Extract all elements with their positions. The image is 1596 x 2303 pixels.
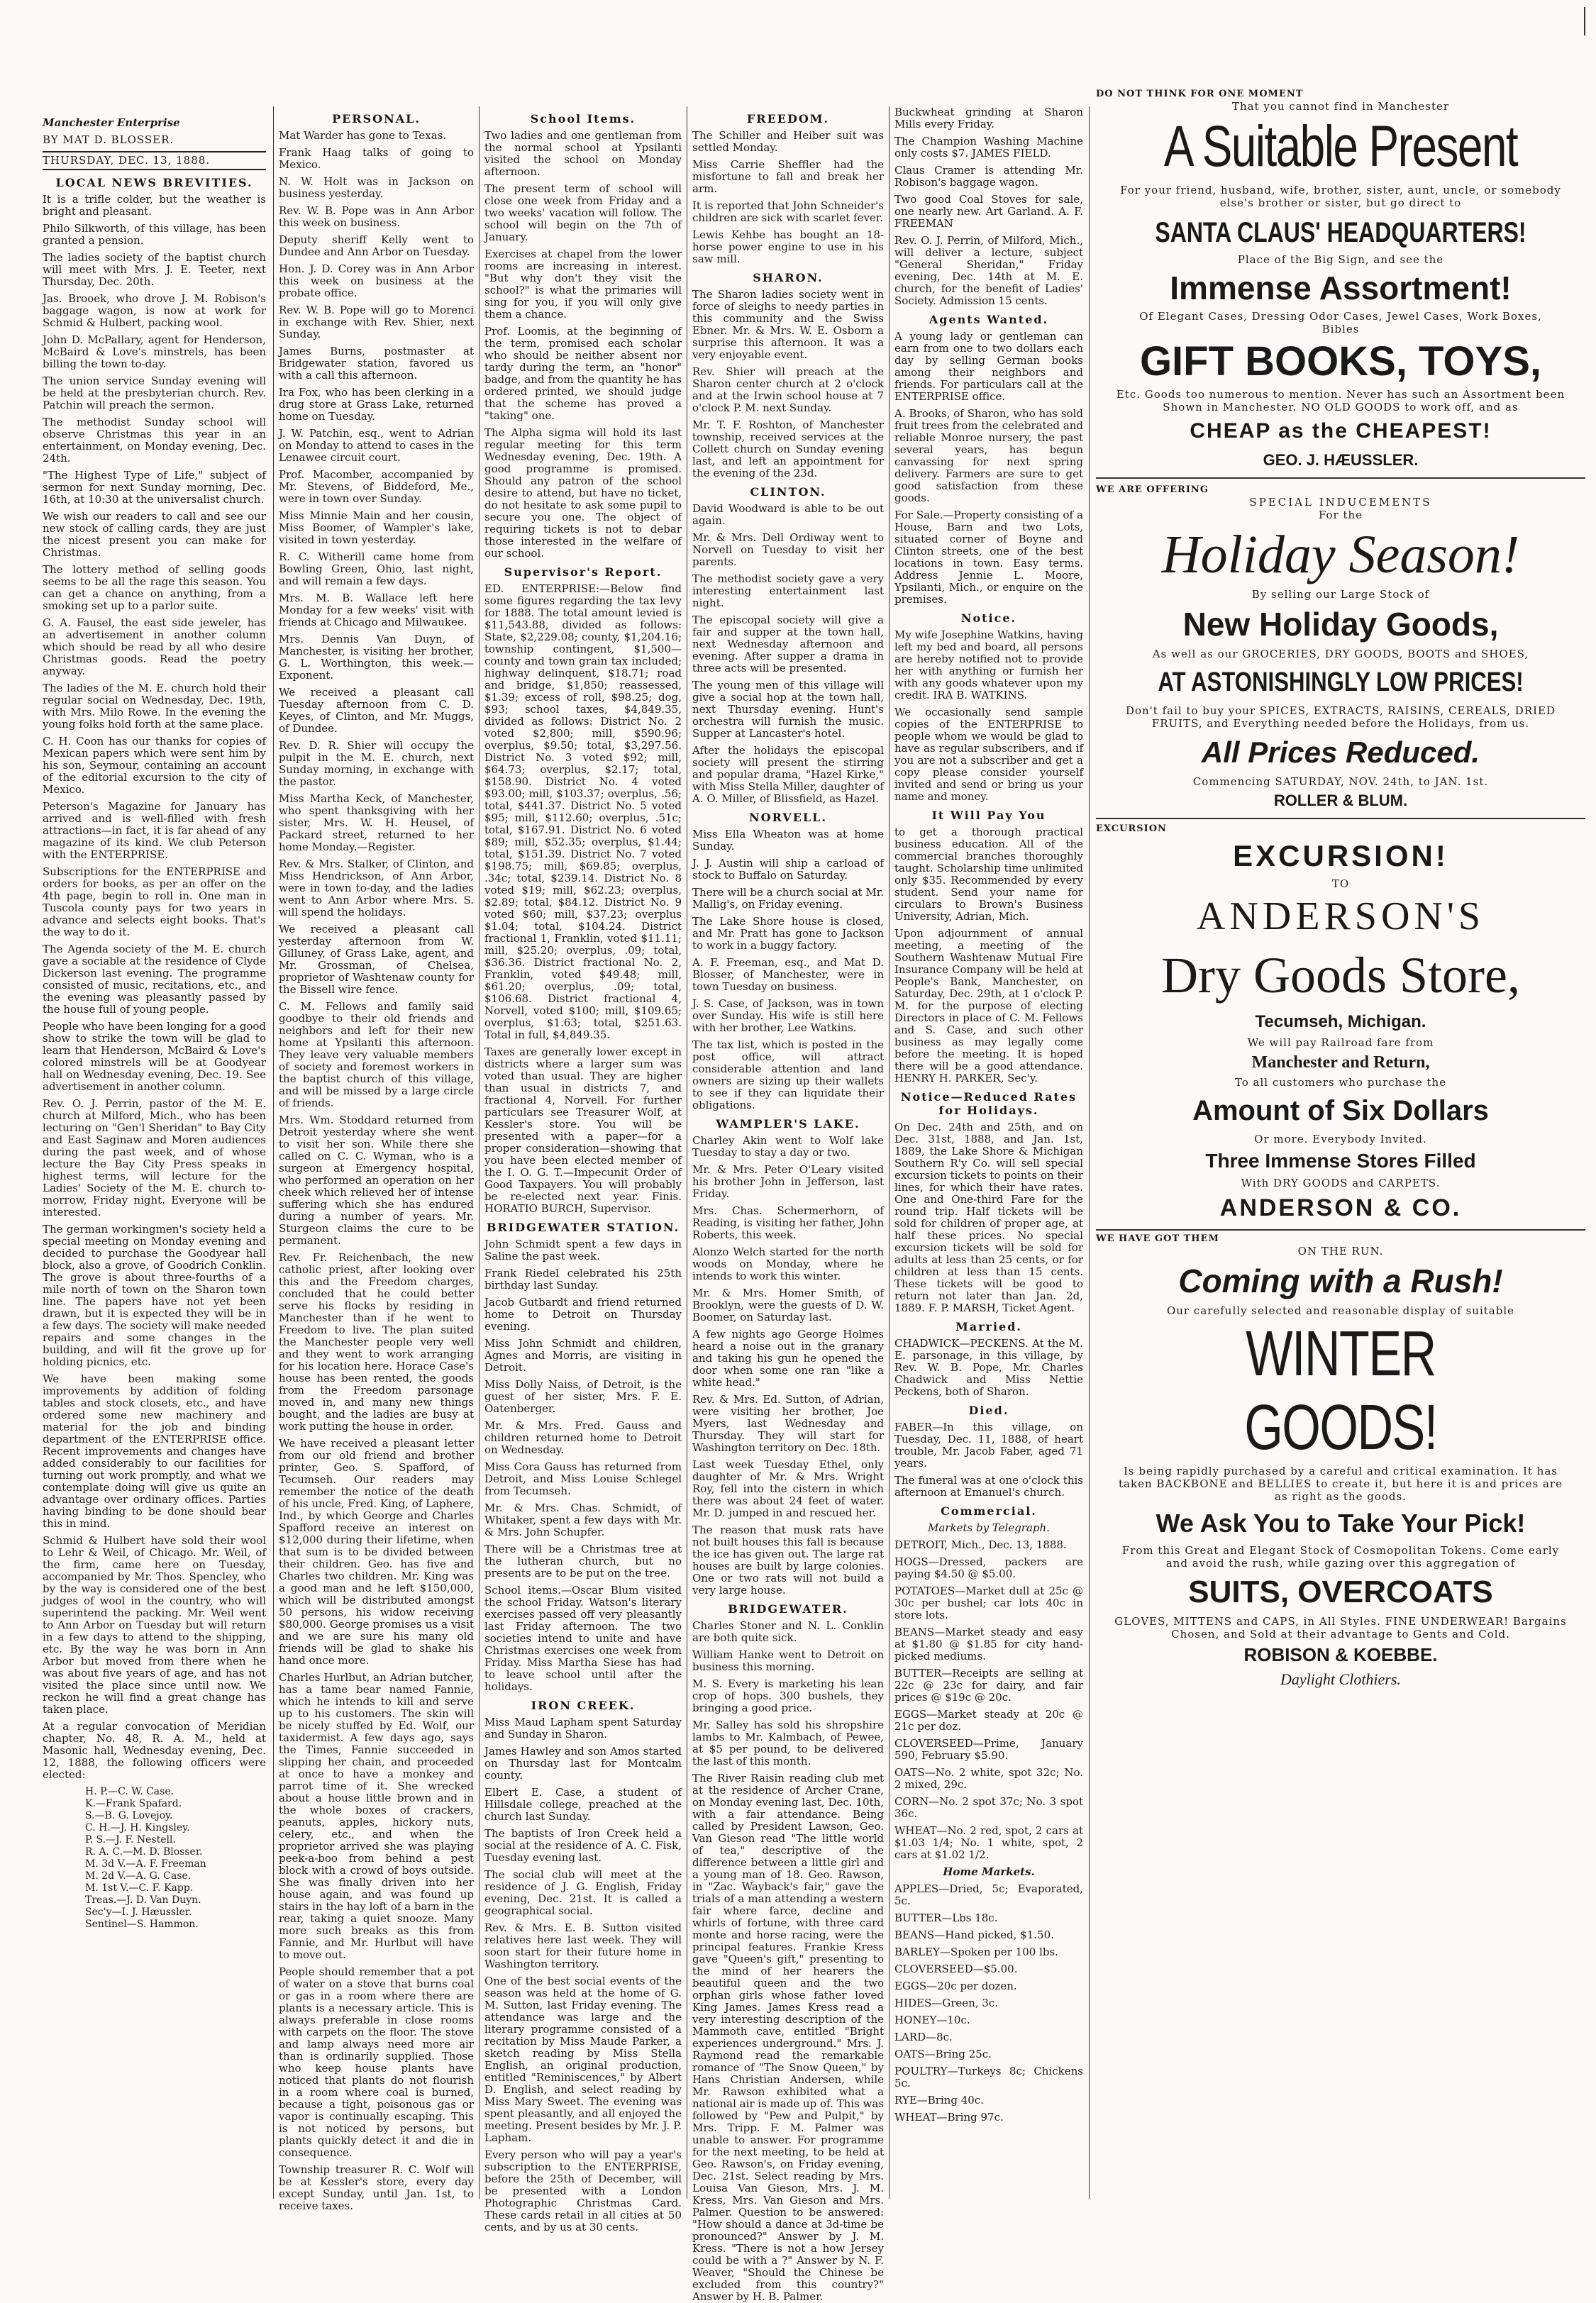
ad-signature: Daylight Clothiers. — [1280, 1670, 1401, 1688]
ad-signature: ROLLER & BLUM. — [1273, 792, 1408, 809]
news-item: The lottery method of selling goods seems to be all the rage this season. You can get a chance on anything, from a smoking set up to a parlor suite. — [43, 563, 266, 612]
news-items — [894, 106, 1083, 307]
news-item: Mr. & Mrs. Homer Smith, of Brooklyn, were the guests of D. W. Boomer, on Saturday last. — [692, 1287, 884, 1323]
news-item: The Schiller and Heiber suit was settled Monday. — [692, 129, 884, 154]
ad-text: We will pay Railroad fare from — [1247, 1036, 1434, 1049]
news-item: Mrs. M. B. Wallace left here Monday for a few weeks' visit with friends at Chicago and Milwaukee. — [279, 592, 474, 628]
ad-headline: EXCURSION! — [1233, 839, 1448, 872]
ad-headline: SANTA CLAUS' HEADQUARTERS! — [1155, 217, 1526, 248]
news-item: Jacob Gutbardt and friend returned home to Detroit on Thursday evening. — [484, 1296, 682, 1333]
news-item: Lewis Kehbe has bought an 18-horse power engine to use in his saw mill. — [692, 228, 884, 265]
news-item: Treas.—J. D. Van Duyn. — [85, 1894, 201, 1906]
news-item: LARD—8c. — [894, 2031, 953, 2043]
news-item: The methodist Sunday school will observe Christmas this year in an entertainment, on Monday evening, Dec. 24th. — [43, 416, 266, 465]
news-item: WHEAT—Bring 97c. — [894, 2111, 1004, 2124]
news-item: Claus Cramer is attending Mr. Robison's baggage wagon. — [894, 164, 1083, 189]
ad-headline: A Suitable Present — [1163, 114, 1518, 179]
ad-headline: New Holiday Goods, — [1182, 606, 1499, 643]
ad-signature: GEO. J. HÆUSSLER. — [1263, 451, 1419, 469]
ad-text: WE ARE OFFERING — [1096, 484, 1209, 495]
ad-signature: ANDERSON & CO. — [1219, 1194, 1462, 1221]
ad-headline: Immense Assortment! — [1170, 270, 1512, 306]
ad-text: Don't fail to buy your SPICES, EXTRACTS, RAISINS, CEREALS, DRIED FRUITS, and Everything needed before the Holidays, from us. — [1125, 704, 1556, 730]
news-item: Two good Coal Stoves for sale, one nearly new. Art Garland. A. F. FREEMAN — [894, 193, 1083, 230]
news-item: Mr. T. F. Roshton, of Manchester township, received services at the Collett church on Sunday evening last, and left an appointment for the evening of the 23d. — [692, 418, 884, 479]
news-item: Charles Hurlbut, an Adrian butcher, has a tame bear named Fannie, which he intends to kill and serve up to his customers. The skin will be nicely stuffed by Ed. Wolf, our taxidermist. A few days ago, says the Times, Fannie succeeded in slipping her chain, and proceeded at once to have a monkey and parrot time of it. She wrecked about a house little brown and in the whole boxes of crackers, peanuts, apples, hickory nuts, celery, etc., and when the proprietor arrived she was playing peek-a-boo from behind a pest block with a crowd of boys outside. She was finally driven into her house again, and was found up stairs in the hay loft of a barn in the rear, taking a quiet snooze. Many more such breaks as this from Fannie, and Mr. Hurlbut will have to move out. — [279, 1671, 474, 1961]
news-item: The methodist society gave a very interesting entertainment last night. — [692, 572, 884, 609]
news-item: OATS—Bring 25c. — [894, 2048, 992, 2060]
news-item: A. F. Freeman, esq., and Mat D. Blosser, of Manchester, were in town Tuesday on business. — [692, 956, 884, 993]
news-item: FABER—In this village, on Tuesday, Dec. 11, 1888, of heart trouble, Mr. Jacob Faber, aged 71 years. — [894, 1421, 1083, 1470]
news-item: Miss Martha Keck, of Manchester, who spent thanksgiving with her sister, Mrs. W. H. Heusel, of Packard street, returned to her home Monday.—Register. — [279, 792, 474, 853]
section-heading: LOCAL NEWS BREVITIES. — [55, 176, 253, 189]
news-item: The Lake Shore house is closed, and Mr. Pratt has gone to Jackson to work in a buggy factory. — [692, 915, 884, 952]
ad-divider — [1096, 477, 1585, 479]
news-item: A. Brooks, of Sharon, who has sold fruit trees from the celebrated and reliable Monroe nursery, the past several years, has begun canvassing for next spring delivery. Farmers are sure to get good satisfaction from these goods. — [894, 407, 1083, 504]
news-item: Mrs. Wm. Stoddard returned from Detroit yesterday where she went to visit her son. While there she called on C. C. Wyman, who is a surgeon at Emergency hospital, who performed an operation on her cheek which relieved her of intense suffering which she has endured during a number of years. Mr. Sturgeon claims the cure to be permanent. — [279, 1114, 474, 1247]
news-item: Rev. & Mrs. E. B. Sutton visited relatives here last week. They will soon start for their future home in Washington territory. — [484, 1921, 682, 1970]
news-items — [692, 289, 884, 479]
news-item: S.—B. G. Lovejoy. — [85, 1810, 173, 1821]
news-item: EGGS—20c per dozen. — [894, 1980, 1017, 1992]
news-item: The union service Sunday evening will be held at the presbyterian church. Rev. Patchin will preach the sermon. — [43, 374, 266, 411]
column-notices — [894, 106, 1083, 2199]
news-item: Frank Riedel celebrated his 25th birthday last Sunday. — [484, 1267, 682, 1292]
news-item: P. S.—J. F. Nestell. — [85, 1834, 176, 1846]
ad-text: GLOVES, MITTENS and CAPS, in All Styles. FINE UNDERWEAR! Bargains Chosen, and Sold at their advantage to Gents and Cold. — [1114, 1615, 1567, 1641]
ad-headline: CHEAP as the CHEAPEST! — [1190, 419, 1492, 443]
ad-text: DO NOT THINK FOR ONE MOMENT — [1096, 89, 1304, 99]
news-items — [894, 1421, 1083, 1499]
news-item: Rev. Shier will preach at the Sharon center church at 2 o'clock and at the Irwin school house at 7 o'clock P. M. next Sunday. — [692, 365, 884, 414]
section-heading: School Items. — [530, 112, 636, 126]
section-heading: Commercial. — [941, 1504, 1037, 1518]
news-item: Sentinel—S. Hammon. — [85, 1919, 199, 1930]
news-item: David Woodward is able to be out again. — [692, 502, 884, 527]
news-item: We have received a pleasant letter from our old friend and brother printer, Geo. S. Spafford, of Tecumseh. Our readers may remember the notice of the death of his uncle, Fred. King, of Laphere, Ind., by which George and Charles Spafford receive an interest on $12,000 during their lifetime, when that sum is to be divided between their children. Geo. has five and Charles two children. Mr. King was a good man and he left $150,000, which will be distributed amongst 50 persons, his widow receiving $80,000. George promises us a visit and we are sure his many old friends will be glad to shake his hand once more. — [279, 1437, 474, 1667]
news-item: R. C. Witherill came home from Bowling Green, Ohio, last night, and will remain a few days. — [279, 550, 474, 587]
column-rule — [1089, 106, 1090, 2199]
news-items — [279, 130, 474, 2212]
news-item: to get a thorough practical business education. All of the commercial branches thoroughly taught. Scholarship time unlimited only $35. Recommended by every student. Send your name for circulars to Brown's Business University, Adrian, Mich. — [894, 826, 1083, 923]
ad-headline: We Ask You to Take Your Pick! — [1156, 1509, 1526, 1538]
ad-text: Tecumseh, Michigan. — [1255, 1012, 1426, 1031]
news-items — [894, 629, 1083, 803]
news-item: The present term of school will close one week from Friday and a two weeks' vacation will follow. The school will begin on the 7th of January. — [484, 182, 682, 243]
news-item: People should remember that a pot of water on a stove that burns coal or gas in a room where there are plants is a necessary article. This is always preferable in close rooms with carpets on the floor. The stove and lamp always need more air than is ordinarily supplied. Those who keep house plants have noticed that plants do not flourish in a room where coal is burned, because a tight, poisonous gas or vapor is continually escaping. This is not noticed by persons, but plants quickly detect it and die in consequence. — [279, 1965, 474, 2159]
column-local-news — [43, 117, 266, 2202]
news-item: Buckwheat grinding at Sharon Mills every Friday. — [894, 106, 1083, 131]
news-item: "The Highest Type of Life," subject of sermon for next Sunday morning, Dec. 16th, at 10:30 at the universalist church. — [43, 469, 266, 506]
news-item: Mat Warder has gone to Texas. — [279, 129, 447, 142]
news-item: M. S. Every is marketing his lean crop of hops. 300 bushels, they bringing a good price. — [692, 1677, 884, 1714]
news-item: Mr. & Mrs. Dell Ordiway went to Norvell on Tuesday to visit her parents. — [692, 531, 884, 568]
news-item: James Hawley and son Amos started on Thursday last for Montcalm county. — [484, 1745, 682, 1782]
news-items — [484, 1716, 682, 2233]
news-item: C. H. Coon has our thanks for copies of Mexican papers which were sent him by his son, Seymour, containing an account of the editorial excursion to the city of Mexico. — [43, 735, 266, 796]
news-item: The River Raisin reading club met at the residence of Archer Crane, on Monday evening last, Dec. 10th, with a fair attendance. Being called by President Lawson, Geo. Van Gieson read "The little world of tea," descriptive of the difference between a little girl and a young man of 18. Geo. Rawson, in "Zac. Wayback's fair," gave the trials of a man attending a western fair where farce, decline and whirls of fortune, with three card monte and horse racing, were the principal features. Frankie Kress gave "Queen's gift," presenting to the mind of her hearers the beautiful queen and the two orphan girls whose father loved King James. James Kress read a very interesting description of the Mammoth cave, entitled "Bright experiences underground." Mrs. J. Raymond read the remarkable romance of "The Snow Queen," by Hans Christian Andersen, while Mr. Rawson exhibited what a national air is made up of. This was followed by "Pew and Pulpit," by Mrs. Tripp. F. M. Palmer was unable to answer. For programme for the next meeting, to be held at Geo. Rawson's, on Friday evening, Dec. 21st. Select reading by Mrs. Louisa Van Gieson, Mrs. J. M. Kress, Mrs. Van Gieson and Mrs. Palmer. Question to be answered: "How should a dance at 3d-time be pronounced?" Answer by J. M. Kress. "There is not a how Jersey could be with a ?" Answer by N. F. Weaver, "Should the Chinese be excluded from this country?" Answer by H. B. Palmer. — [692, 1772, 885, 2303]
news-item: Sec'y—I. J. Hæussler. — [85, 1907, 192, 1918]
news-item: The Agenda society of the M. E. church gave a sociable at the residence of Clyde Dickerson last evening. The programme consisted of music, recitations, etc., and the evening was pleasantly passed by the house full of young people. — [43, 943, 266, 1016]
section-heading: PERSONAL. — [332, 112, 421, 126]
news-item: CLOVERSEED—Prime, January 590, February $5.90. — [894, 1737, 1083, 1762]
ad-headline: SUITS, OVERCOATS — [1188, 1575, 1493, 1609]
page-corner-mark — [1527, 7, 1585, 35]
news-item: HOGS—Dressed, packers are paying $4.50 @ $5.00. — [894, 1555, 1083, 1580]
section-heading: Agents Wanted. — [929, 313, 1049, 326]
news-item: Miss Maud Lapham spent Saturday and Sunday in Sharon. — [484, 1716, 682, 1741]
subheading: Markets by Telegraph. — [928, 1521, 1050, 1534]
news-item: William Hanke went to Detroit on business this morning. — [692, 1648, 884, 1673]
ad-text: Manchester and Return, — [1251, 1053, 1430, 1072]
news-item: M. 1st V.—C. F. Kapp. — [85, 1882, 194, 1894]
news-item: The ladies society of the baptist church will meet with Mrs. J. E. Teeter, next Thursday, Dec. 20th. — [43, 251, 266, 288]
news-item: We occasionally send sample copies of the ENTERPRISE to people whom we would be glad to have as regular subscribers, and if you are not a subscriber and get a copy please consider yourself invited and send or bring us your name and money. — [894, 706, 1083, 803]
news-item: G. A. Fausel, the east side jeweler, has an advertisement in another column which should be read by all who desire Christmas goods. Read the poetry anyway. — [43, 616, 266, 677]
ad-text: WE HAVE GOT THEM — [1096, 1233, 1219, 1244]
news-item: HONEY—10c. — [894, 2014, 970, 2026]
ad-headline: Coming with a Rush! — [1178, 1263, 1503, 1299]
ad-text: Our carefully selected and reasonable display of suitable — [1166, 1304, 1515, 1317]
section-heading: BRIDGEWATER STATION. — [486, 1221, 680, 1234]
news-item: James Burns, postmaster at Bridgewater station, favored us with a call this afternoon. — [279, 345, 474, 382]
news-item: Rev. D. R. Shier will occupy the pulpit in the M. E. church, next Sunday morning, in exchange with the pastor. — [279, 739, 474, 788]
news-item: Miss John Schmidt and children, Agnes and Morris, are visiting in Detroit. — [484, 1337, 682, 1374]
news-item: Mr. & Mrs. Chas. Schmidt, of Whitaker, spent a few days with Mr. & Mrs. John Schupfer. — [484, 1502, 682, 1538]
ad-headline: ANDERSON'S — [1196, 894, 1485, 938]
news-item: Ira Fox, who has been clerking in a drug store at Grass Lake, returned home on Tuesday. — [279, 386, 474, 423]
news-item: POTATOES—Market dull at 25c @ 30c per bushel; car lots 40c in store lots. — [894, 1585, 1083, 1621]
news-item: The baptists of Iron Creek held a social at the residence of A. C. Fisk, Tuesday evening last. — [484, 1827, 682, 1864]
ad-text: To all customers who purchase the — [1234, 1076, 1447, 1089]
news-item: CLOVERSEED—$5.00. — [894, 1963, 1018, 1975]
news-item: The episcopal society will give a fair and supper at the town hall, next Wednesday afternoon and evening. After supper a drama in three acts will be presented. — [692, 614, 884, 675]
section-heading: Supervisor's Report. — [504, 565, 663, 579]
news-item: BUTTER—Receipts are selling at 22c @ 23c for dairy, and fair prices @ $19c @ 20c. — [894, 1667, 1083, 1704]
news-item: J. S. Case, of Jackson, was in town over Sunday. His wife is still here with her brother, Lee Watkins. — [692, 997, 884, 1034]
news-item: At a regular convocation of Meridian chapter, No. 48, R. A. M., held at Masonic hall, Wednesday evening, Dec. 12, 1888, the following officers were elected: — [43, 1720, 266, 1781]
news-item: J. J. Austin will ship a carload of stock to Buffalo on Saturday. — [692, 857, 884, 882]
news-item: There will be a church social at Mr. Mallig's, on Friday evening. — [692, 886, 884, 911]
news-item: Charles Stoner and N. L. Conklin are both quite sick. — [692, 1619, 884, 1644]
news-items — [894, 331, 1083, 606]
news-item: Every person who will pay a year's subscription to the ENTERPRISE, before the 25th of December, will be presented with a London Photographic Christmas Card. These cards retail in all cities at 50 cents, and by us at 30 cents. — [484, 2148, 682, 2233]
news-item: It is reported that John Schneider's children are sick with scarlet fever. — [692, 199, 884, 224]
news-item: HIDES—Green, 3c. — [894, 1997, 999, 2009]
news-item: C. M. Fellows and family said goodbye to their old friends and neighbors and left for their new home at Ypsilanti this afternoon. They leave very valuable members of society and foremost workers in the baptist church of this village, and will be missed by a large circle of friends. — [279, 1000, 474, 1109]
ad-text: TO — [1331, 877, 1350, 890]
news-items — [692, 130, 884, 265]
news-item: ED. ENTERPRISE:—Below find some figures regarding the tax levy for 1888. The total amount levied is $11,543.88, divided as follows: State, $2,229.08; county, $1,204.16; township contingent, $1,500—county and town grain tax included; highway delinquent, $18.71; road and bridge, $1,850; reassessed, $1.39; excess of roll, $98.25; dog, $93; school taxes, $4,849.35, divided as follows: District No. 2 voted $2,800; mill, $590.96; overplus, $9.50; total, $3,297.56. District No. 3 voted $92; mill, $64.73; overplus, $2.17; total, $158.90. District No. 4 voted $93.00; mill, $103.37; overplus, .56; total, $441.37. District No. 5 voted $95; mill, $112.60; overplus, .51c; total, $167.91. District No. 6 voted $89; mill, $52.35; overplus, $1.44; total, $151.39. District No. 7 voted $198.75; mill, $69.85; overplus, .34c; total, $239.14. District No. 8 voted $19; mill, $62.23; overplus, $2.89; total, $84.12. District No. 9 voted $60; mill, $37.23; overplus $1.04; total, $104.24. District fractional 1, Franklin, voted $11.11; mill, $25.20; overplus, .09; total, $36.36. District fractional No. 2, Franklin, voted $49.48; mill, $61.20; overplus, .09; total, $106.68. District fractional 4, Norvell, voted $100; mill, $109.65; overplus, $1.63; total, $251.63. Total in full, $4,849.35. — [484, 582, 682, 1041]
news-item: J. W. Patchin, esq., went to Adrian on Monday to attend to cases in the Lenawee circuit court. — [279, 427, 474, 464]
news-item: Alonzo Welch started for the north woods on Monday, where he intends to work this winter. — [692, 1245, 884, 1282]
subheading: Home Markets. — [943, 1865, 1035, 1878]
news-items — [894, 826, 1083, 1084]
news-item: N. W. Holt was in Jackson on business yesterday. — [279, 175, 474, 200]
news-item: We have been making some improvements by addition of folding tables and stock closets, etc., and have ordered some new machinery and material for the job and binding department of the ENTERPRISE office. Recent improvements and changes have added considerably to our facilities for turning out work promptly, and what we contemplate doing will give us quite an advantage over ordinary offices. Parties having binding to be done should bear this in mind. — [43, 1372, 266, 1530]
column-correspondence — [692, 106, 885, 2303]
news-item: The reason that musk rats have not built houses this fall is because the ice has given out. The large rat houses are built by large colonies. One or two rats will not build a very large house. — [692, 1524, 884, 1597]
news-item: On Dec. 24th and 25th, and on Dec. 31st, 1888, and Jan. 1st, 1889, the Lake Shore & Michigan Southern R'y Co. will sell special excursion tickets to points on their lines, for which their have rates. One and One-third Fare for the round trip. Half tickets will be sold for children of proper age, at half these prices. No special excursion tickets will be sold for adults at less than 25 cents, or for children at less than 15 cents. These tickets will be good to return not later than Jan. 2d, 1889. F. P. MARSH, Ticket Agent. — [894, 1121, 1083, 1314]
ad-headline: Dry Goods Store, — [1161, 947, 1520, 1004]
section-heading: Died. — [968, 1404, 1009, 1417]
news-item: Schmid & Hulbert have sold their wool to Lehr & Weil, of Chicago. Mr. Weil, of the firm, came here on Tuesday, accompanied by Mr. Thos. Spencley, who by the way is considered one of the best judges of wool in the country, who will superintend the packing. Mr. Weil went to Ann Arbor on Tuesday but will return in a few days to attend to the shipping, etc. By the way he was born in Ann Arbor but moved from there when he was about five years of age, and has not visited the place since until now. We reckon he will find a great change has taken place. — [43, 1534, 266, 1716]
section-heading: It Will Pay You — [931, 809, 1046, 822]
news-item: CORN—No. 2 spot 37c; No. 3 spot 36c. — [894, 1795, 1083, 1820]
news-items — [43, 194, 266, 1781]
news-items — [484, 130, 682, 560]
news-items — [484, 1238, 682, 1693]
news-item: Philo Silkworth, of this village, has been granted a pension. — [43, 222, 266, 247]
news-item: C. H.—J. H. Kingsley. — [85, 1822, 190, 1833]
news-item: For Sale.—Property consisting of a House, Barn and two Lots, situated corner of Boyne and Clinton streets, one of the best locations in town. Easy terms. Address Jennie L. Moore, Ypsilanti, Mich., or enquire on the premises. — [894, 509, 1083, 606]
news-item: Mr. & Mrs. Peter O'Leary visited his brother John in Jefferson, last Friday. — [692, 1163, 884, 1200]
news-items — [692, 1135, 884, 1597]
ad-text: As well as our GROCERIES, DRY GOODS, BOOTS and SHOES, — [1152, 648, 1529, 660]
column-personal — [279, 106, 474, 2212]
news-item: The social club will meet at the residence of J. G. English, Friday evening, Dec. 21st. It is called a geographical social. — [484, 1868, 682, 1917]
news-item: Hon. J. D. Corey was in Ann Arbor this week on business at the probate office. — [279, 262, 474, 299]
section-heading: IRON CREEK. — [531, 1699, 636, 1712]
news-item: M. 2d V.—A. G. Case. — [85, 1870, 192, 1882]
ad-divider — [1096, 1229, 1585, 1231]
ad-text: Or more. Everybody Invited. — [1254, 1133, 1427, 1145]
section-heading: Married. — [955, 1320, 1022, 1333]
news-item: The young men of this village will give a social hop at the town hall, next Thursday evening. Hunt's orchestra will furnish the music. Supper at Lancaster's hotel. — [692, 679, 884, 740]
news-item: The ladies of the M. E. church hold their regular social on Wednesday, Dec. 19th, with Mrs. Milo Rowe. In the evening the young folks hold forth at the same place. — [43, 682, 266, 731]
news-item: Subscriptions for the ENTERPRISE and orders for books, as per an offer on the 4th page, begin to roll in. One man in Tuscola county pays for two years in advance and selects eight books. That's the way to do it. — [43, 865, 266, 938]
ad-headline: Holiday Season! — [1161, 525, 1520, 584]
news-item: H. P.—C. W. Case. — [85, 1786, 174, 1797]
ad-text: EXCURSION — [1096, 823, 1167, 834]
news-item: People who have been longing for a good show to strike the town will be glad to learn that Henderson, McBaird & Love's colored minstrels will be at Goodyear hall on Wednesday evening, Dec. 19. See advertisement in another column. — [43, 1020, 266, 1093]
news-item: Peterson's Magazine for January has arrived and is well-filled with fresh attractions—in fact, it is far ahead of any magazine of its kind. We club Peterson with the ENTERPRISE. — [43, 800, 266, 861]
news-item: POULTRY—Turkeys 8c; Chickens 5c. — [894, 2065, 1083, 2090]
news-item: K.—Frank Spafard. — [85, 1798, 182, 1809]
news-item: John D. McPallary, agent for Henderson, McBaird & Love's minstrels, has been billing the town to-day. — [43, 333, 266, 370]
news-item: BARLEY—Spoken per 100 lbs. — [894, 1946, 1058, 1958]
news-item: The funeral was at one o'clock this afternoon at Emanuel's church. — [894, 1474, 1083, 1499]
news-item: We wish our readers to call and see our new stock of calling cards, they are just the nicest present you can make for Christmas. — [43, 510, 266, 559]
ad-headline: GIFT BOOKS, TOYS, — [1139, 338, 1542, 384]
news-item: Prof. Macomber, accompanied by Mr. Stevens, of Biddeford, Me., were in town over Sunday. — [279, 468, 474, 505]
news-item: Rev. W. B. Pope will go to Morenci in exchange with Rev. Shier, next Sunday. — [279, 304, 474, 340]
ad-text: For your friend, husband, wife, brother, sister, aunt, uncle, or somebody else's brother or sister, but go direct to — [1120, 184, 1561, 209]
section-heading: BRIDGEWATER. — [728, 1602, 848, 1616]
news-item: Upon adjournment of annual meeting, a meeting of the Southern Washtenaw Mutual Fire Insurance Company will be held at People's Bank, Manchester, on Saturday, Dec. 29th, at 1 o'clock P. M. for the purpose of electing Directors in place of C. M. Fellows and S. Case, and such other business as may legally come before the meeting. It is hoped there will be a good attendance. HENRY H. PARKER, Sec'y. — [894, 927, 1083, 1084]
section-heading: Notice—Reduced Rates for Holidays. — [900, 1090, 1077, 1117]
news-item: Charley Akin went to Wolf lake Tuesday to stay a day or two. — [692, 1134, 884, 1159]
ad-headline: Amount of Six Dollars — [1192, 1095, 1489, 1126]
section-heading: Notice. — [960, 611, 1017, 625]
ad-text: ON THE RUN. — [1297, 1245, 1384, 1258]
ad-headline: All Prices Reduced. — [1201, 736, 1480, 769]
section-heading: SHARON. — [753, 271, 824, 284]
ad-text: Is being rapidly purchased by a careful and critical examination. It has taken BACKBONE and BELLIES to create it, but here it is and prices are as right as the goods. — [1119, 1465, 1563, 1503]
news-items — [894, 1338, 1083, 1398]
news-item: Rev. Fr. Reichenbach, the new catholic priest, after looking over this and the Freedom charges, concluded that he could better serve his flocks by residing in Manchester than if he went to Freedom to live. The plan suited the Manchester people very well and they went to work arranging for his location here. Horace Case's house has been rented, the goods from the Freedom parsonage moved in, and many new things bought, and the ladies are busy at work putting the house in order. — [279, 1251, 474, 1433]
news-item: M. 3d V.—A. F. Freeman — [85, 1858, 206, 1870]
ad-text: Commencing SATURDAY, NOV. 24th, to JAN. 1st. — [1192, 775, 1489, 788]
news-item: BUTTER—Lbs 18c. — [894, 1911, 998, 1924]
news-item: BEANS—Market steady and easy at $1.80 @ $1.85 for city hand-picked mediums. — [894, 1626, 1083, 1663]
news-item: The Alpha sigma will hold its last regular meeting for this term Wednesday evening, Dec. 19th. A good programme is promised. Should any patron of the school desire to attend, but have no ticket, do not hesitate to ask some pupil to secure you one. The object of requiring tickets is not to debar those interested in the welfare of our school. — [484, 426, 682, 560]
ad-headline: Three Immense Stores Filled — [1205, 1150, 1476, 1172]
news-item: Miss Carrie Sheffler had the misfortune to fall and break her arm. — [692, 158, 884, 195]
news-item: Mr. Salley has sold his shropshire lambs to Mr. Kalmbach, of Pewee, at $5 per pound, to be delivered the last of this month. — [692, 1719, 884, 1768]
news-item: Frank Haag talks of going to Mexico. — [279, 146, 474, 171]
officer-list — [43, 1786, 266, 1931]
ad-divider — [1096, 818, 1585, 819]
news-item: The tax list, which is posted in the post office, will attract considerable attention and land owners are sizing up their wallets to see if they can liquidate their obligations. — [692, 1038, 884, 1111]
section-heading: FREEDOM. — [746, 112, 830, 126]
column-rule — [479, 106, 480, 2199]
news-items — [692, 828, 884, 1111]
news-item: Last week Tuesday Ethel, only daughter of Mr. & Mrs. Wright Roy, fell into the cistern in which there was about 24 feet of water. Mr. D. jumped in and rescued her. — [692, 1458, 884, 1519]
news-item: DETROIT, Mich., Dec. 13, 1888. — [894, 1538, 1067, 1551]
news-item: Taxes are generally lower except in districts where a larger sum was voted than usual. They are higher than usual in districts 7, and fractional 4, Norvell. For further particulars see Treasurer Wolf, at Kessler's store. You will be presented with a paper—for a proper consideration—showing that you have been elected member of the I. O. G. T.—Impecunit Order of Good Taxpayers. You will probably be re-elected next year. Finis. HORATIO BURCH, Supervisor. — [484, 1045, 682, 1215]
ad-headline: AT ASTONISHINGLY LOW PRICES! — [1158, 667, 1524, 697]
news-item: Prof. Loomis, at the beginning of the term, promised each scholar who should be neither absent nor tardy during the term, an "honor" badge, and from the quantity he has ordered printed, we should judge that the scheme has proved a "taking" one. — [484, 325, 682, 422]
news-item: EGGS—Market steady at 20c @ 21c per doz. — [894, 1708, 1083, 1733]
column-school — [484, 106, 682, 2233]
news-item: Exercises at chapel from the lower rooms are increasing in interest. "But why don't they visit the school?" is what the primaries will sing for you, if you will only give them a chance. — [484, 248, 682, 321]
news-item: Rev. O. J. Perrin, pastor of the M. E. church at Milford, Mich., who has been lecturing on "Gen'l Sheridan" to Bay City and East Saginaw and Moren audiences during the past week, and of whose lecture the Bay City Press speaks in highest terms, will lecture for the Ladies' Society of the M. E. church to-morrow, Friday night. Everyone will be interested. — [43, 1097, 266, 1219]
news-item: Mrs. Chas. Schermerhorn, of Reading, is visiting her father, John Roberts, this week. — [692, 1204, 884, 1241]
ad-text: By selling our Large Stock of — [1251, 588, 1430, 601]
news-item: OATS—No. 2 white, spot 32c; No. 2 mixed, 29c. — [894, 1766, 1083, 1791]
news-items — [894, 1121, 1083, 1314]
news-item: It is a trifle colder, but the weather is bright and pleasant. — [43, 193, 266, 218]
news-item: John Schmidt spent a few days in Saline the past week. — [484, 1238, 682, 1263]
market-items — [894, 1539, 1083, 1861]
news-item: Miss Dolly Naiss, of Detroit, is the guest of her sister, Mrs. F. E. Oatenberger. — [484, 1378, 682, 1415]
news-items — [484, 583, 682, 1215]
news-item: There will be a Christmas tree at the lutheran church, but no presents are to be put on the tree. — [484, 1543, 682, 1580]
news-item: Rev. O. J. Perrin, of Milford, Mich., will deliver a lecture, subject "General Sheridan," Friday evening, Dec. 14th at M. E. church, for the benefit of Ladies' Society. Admission 15 cents. — [894, 234, 1083, 307]
news-item: A few nights ago George Holmes heard a noise out in the granary and taking his gun he opened the door when some one ran "like a white head." — [692, 1328, 884, 1389]
news-item: After the holidays the episcopal society will present the stirring and popular drama, "Hazel Kirke," with Miss Stella Miller, daughter of A. O. Miller, of Blissfield, as Hazel. — [692, 744, 884, 805]
news-item: Jas. Brooek, who drove J. M. Robison's baggage wagon, is now at work for Schmid & Hulbert, packing wool. — [43, 292, 266, 329]
advertisement-column — [1096, 89, 1585, 2209]
news-item: Rev. W. B. Pope was in Ann Arbor this week on business. — [279, 204, 474, 229]
ad-headline: WINTER GOODS! — [1244, 1319, 1437, 1463]
news-item: One of the best social events of the season was held at the home of G. M. Sutton, last Friday evening. The attendance was large and the literary programme consisted of a recitation by Miss Maude Parker, a sketch reading by Miss Stella English, an original production, entitled "Reminiscences," by Albert D. English, and select reading by Miss Mary Sweet. The evening was spent pleasantly, and all enjoyed the meeting. Present besides by Mr. J. P. Lapham. — [484, 1975, 682, 2144]
news-item: School items.—Oscar Blum visited the school Friday. Watson's literary exercises passed off very pleasantly last Friday afternoon. The two societies intend to unite and have Christmas exercises one week from Friday. Miss Martha Siese has had to leave school until after the holidays. — [484, 1584, 682, 1693]
news-item: RYE—Bring 40c. — [894, 2094, 984, 2107]
ad-text: Etc. Goods too numerous to mention. Never has such an Assortment been Shown in Manchester. NO OLD GOODS to work off, and as — [1116, 388, 1565, 414]
ad-text: For the — [1318, 509, 1363, 521]
ad-text: From this Great and Elegant Stock of Cosmopolitan Tokens. Come early and avoid the rush, while gazing over this aggregation of — [1121, 1544, 1560, 1570]
news-item: My wife Josephine Watkins, having left my bed and board, all persons are hereby notified not to provide her with anything or furnish her with any goods whatever upon my credit. IRA B. WATKINS. — [894, 628, 1083, 701]
news-item: CHADWICK—PECKENS. At the M. E. parsonage, in this village, by Rev. W. B. Pope, Mr. Charles Chadwick and Miss Nettie Peckens, both of Sharon. — [894, 1337, 1083, 1398]
ad-signature: ROBISON & KOEBBE. — [1243, 1644, 1438, 1665]
news-item: Township treasurer R. C. Wolf will be at Kessler's store, every day except Sunday, until Jan. 1st, to receive taxes. — [279, 2163, 474, 2212]
section-heading: NORVELL. — [749, 811, 827, 824]
news-item: We received a pleasant call Tuesday afternoon from C. D. Keyes, of Clinton, and Mr. Muggs, of Dundee. — [279, 686, 474, 735]
masthead: Manchester Enterprise — [43, 116, 180, 129]
section-heading: WAMPLER'S LAKE. — [716, 1117, 860, 1131]
column-rule — [889, 106, 890, 2199]
news-item: We received a pleasant call yesterday afternoon from W. Gilluney, of Grass Lake, agent, and Mr. Grossman, of Chelsea, proprietor of Washtenaw county for the Bissell wire fence. — [279, 923, 474, 996]
column-rule — [273, 106, 274, 2199]
ad-text: Place of the Big Sign, and see the — [1237, 253, 1444, 266]
ad-text: Of Elegant Cases, Dressing Odor Cases, Jewel Cases, Work Boxes, Bibles — [1139, 310, 1542, 335]
news-item: Two ladies and one gentleman from the normal school at Ypsilanti visited the school on Monday afternoon. — [484, 129, 682, 178]
news-items — [692, 503, 884, 805]
ad-text: That you cannot find in Manchester — [1231, 100, 1450, 113]
dateline: THURSDAY, DEC. 13, 1888. — [43, 151, 266, 170]
news-item: Miss Ella Wheaton was at home Sunday. — [692, 828, 884, 853]
news-item: APPLES—Dried, 5c; Evaporated, 5c. — [894, 1882, 1083, 1907]
byline: BY MAT D. BLOSSER. — [43, 133, 174, 146]
news-item: Deputy sheriff Kelly went to Dundee and Ann Arbor on Tuesday. — [279, 233, 474, 258]
news-item: Mr. & Mrs. Fred. Gauss and children returned home to Detroit on Wednesday. — [484, 1419, 682, 1456]
news-item: Miss Cora Gauss has returned from Detroit, and Miss Louise Schlegel from Tecumseh. — [484, 1460, 682, 1497]
news-item: The Sharon ladies society went in force of sleighs to needy parties in this community and the Swiss Ebner. Mr. & Mrs. W. E. Osborn a surprise this afternoon. It was a very enjoyable event. — [692, 288, 884, 361]
news-item: Miss Minnie Main and her cousin, Miss Boomer, of Wampler's lake, visited in town yesterday. — [279, 509, 474, 546]
news-item: BEANS—Hand picked, $1.50. — [894, 1929, 1054, 1941]
news-item: R. A. C.—M. D. Blosser. — [85, 1846, 203, 1858]
section-heading: CLINTON. — [750, 485, 826, 499]
news-items — [692, 1620, 884, 2303]
ad-text: With DRY GOODS and CARPETS. — [1241, 1177, 1441, 1189]
news-item: The Champion Washing Machine only costs $7. JAMES FIELD. — [894, 135, 1083, 160]
news-item: The german workingmen's society held a special meeting on Monday evening and decided to purchase the Goodyear hall block, also a grove, of Goodrich Conklin. The grove is about three-fourths of a mile north of town on the Sharon town line. The papers have not yet been drawn, but it is expected they will be in a few days. The society will make needed repairs and some changes in the building, and will fit the grove up for holding picnics, etc. — [43, 1223, 266, 1368]
news-item: WHEAT—No. 2 red, spot, 2 cars at $1.03 1/4; No. 1 white, spot, 2 cars at $1.02 1/2. — [894, 1824, 1083, 1861]
news-item: Elbert E. Case, a student of Hillsdale college, preached at the church last Sunday. — [484, 1786, 682, 1823]
news-item: A young lady or gentleman can earn from one to two dollars each day by selling German books among their neighbors and friends. For particulars call at the ENTERPRISE office. — [894, 330, 1083, 403]
ad-text: SPECIAL INDUCEMENTS — [1249, 496, 1432, 509]
news-item: Rev. & Mrs. Ed. Sutton, of Adrian, were visiting her brother, Joe Myers, last Wednesday and Thursday. They will start for Washington territory on Dec. 18th. — [692, 1393, 884, 1454]
market-items — [894, 1883, 1083, 2124]
news-item: Rev. & Mrs. Stalker, of Clinton, and Miss Hendrickson, of Ann Arbor, were in town to-day, and the ladies went to Ann Arbor where Mrs. S. will spend the holidays. — [279, 858, 474, 919]
news-item: Mrs. Dennis Van Duyn, of Manchester, is visiting her brother, G. L. Worthington, this week.—Exponent. — [279, 633, 474, 682]
